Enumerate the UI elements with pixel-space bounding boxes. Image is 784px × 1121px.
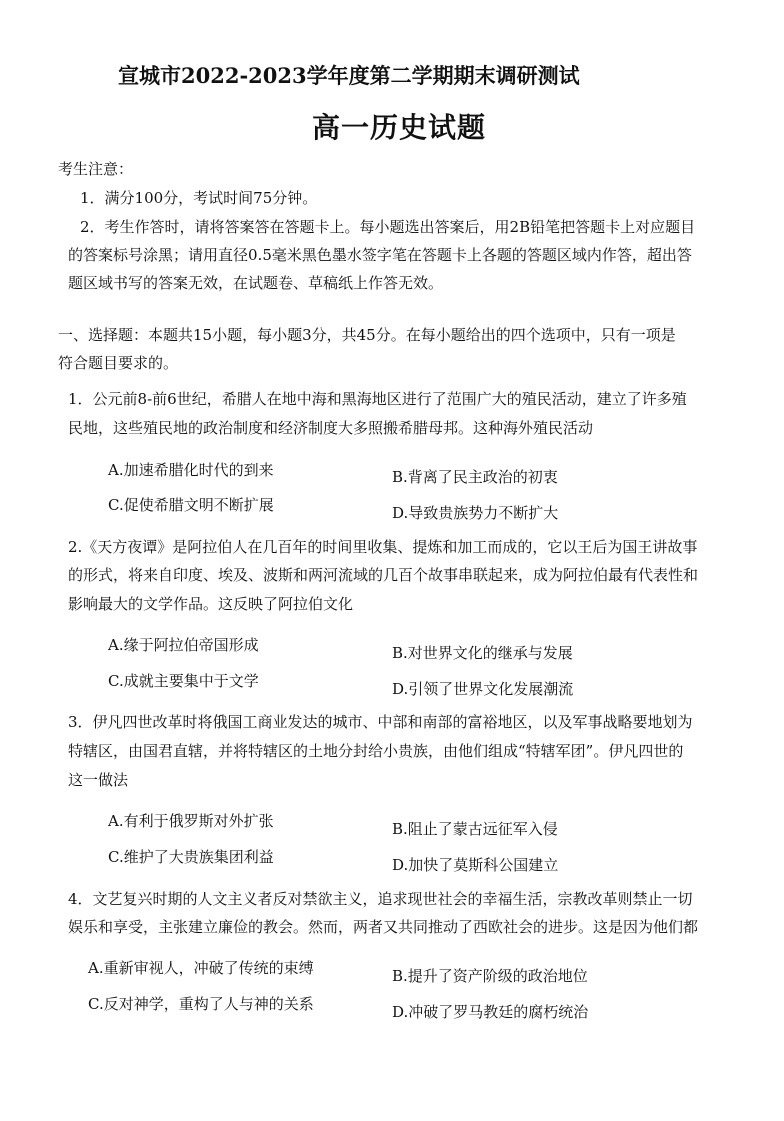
question-1-option-a[interactable]: A.加速希腊化时代的到来 bbox=[108, 461, 274, 479]
question-2-option-d[interactable]: D.引领了世界文化发展潮流 bbox=[392, 680, 574, 698]
notice-item-2-line-2: 的答案标号涂黑；请用直径0.5毫米黑色墨水签字笔在答题卡上各题的答题区域内作答，超出答 bbox=[68, 246, 692, 264]
question-4-line-2: 娱乐和享受，主张建立廉俭的教会。然而，两者又共同推动了西欧社会的进步。这是因为他们都 bbox=[68, 918, 699, 936]
exam-title: 宣城市2022-2023学年度第二学期期末调研测试 bbox=[118, 63, 580, 88]
section-instructions-line-1: 一、选择题：本题共15小题，每小题3分，共45分。在每小题给出的四个选项中，只有一项是 bbox=[58, 326, 676, 344]
section-instructions-line-2: 符合题目要求的。 bbox=[58, 354, 179, 372]
question-2-line-3: 影响最大的文学作品。这反映了阿拉伯文化 bbox=[68, 595, 354, 613]
question-4-option-d[interactable]: D.冲破了罗马教廷的腐朽统治 bbox=[392, 1003, 589, 1021]
notice-item-2-line-1: 2．考生作答时，请将答案答在答题卡上。每小题选出答案后，用2B铅笔把答题卡上对应题目 bbox=[80, 218, 696, 236]
question-4-option-c[interactable]: C.反对神学，重构了人与神的关系 bbox=[88, 995, 314, 1013]
question-1-option-b[interactable]: B.背离了民主政治的初衷 bbox=[392, 468, 558, 486]
question-4-option-b[interactable]: B.提升了资产阶级的政治地位 bbox=[392, 967, 588, 985]
question-3-option-c[interactable]: C.维护了大贵族集团利益 bbox=[108, 848, 274, 866]
question-2-option-a[interactable]: A.缘于阿拉伯帝国形成 bbox=[108, 636, 259, 654]
question-1-option-c[interactable]: C.促使希腊文明不断扩展 bbox=[108, 496, 274, 514]
question-1-option-d[interactable]: D.导致贵族势力不断扩大 bbox=[392, 504, 559, 522]
question-3-option-d[interactable]: D.加快了莫斯科公国建立 bbox=[392, 856, 559, 874]
question-1-line-1: 1．公元前8-前6世纪，希腊人在地中海和黑海地区进行了范围广大的殖民活动，建立了许多殖 bbox=[68, 390, 687, 408]
notice-item-1: 1．满分100分，考试时间75分钟。 bbox=[80, 189, 318, 207]
question-3-option-b[interactable]: B.阻止了蒙古远征军入侵 bbox=[392, 820, 558, 838]
question-3-option-a[interactable]: A.有利于俄罗斯对外扩张 bbox=[108, 812, 274, 830]
question-1-line-2: 民地，这些殖民地的政治制度和经济制度大多照搬希腊母邦。这种海外殖民活动 bbox=[68, 419, 594, 437]
subject-title: 高一历史试题 bbox=[312, 111, 487, 144]
notice-item-2-line-3: 题区域书写的答案无效，在试题卷、草稿纸上作答无效。 bbox=[68, 274, 444, 292]
question-3-line-3: 这一做法 bbox=[68, 771, 129, 789]
question-4-option-a[interactable]: A.重新审视人，冲破了传统的束缚 bbox=[88, 959, 314, 977]
question-2-option-c[interactable]: C.成就主要集中于文学 bbox=[108, 672, 259, 690]
question-3-line-2: 特辖区，由国君直辖，并将特辖区的土地分封给小贵族，由他们组成“特辖军团”。伊凡四世的 bbox=[68, 742, 684, 760]
question-2-option-b[interactable]: B.对世界文化的继承与发展 bbox=[392, 644, 573, 662]
question-4-line-1: 4．文艺复兴时期的人文主义者反对禁欲主义，追求现世社会的幸福生活，宗教改革则禁止一切 bbox=[68, 890, 693, 908]
question-2-line-1: 2.《天方夜谭》是阿拉伯人在几百年的时间里收集、提炼和加工而成的，它以王后为国王讲故事 bbox=[68, 538, 698, 556]
question-3-line-1: 3．伊凡四世改革时将俄国工商业发达的城市、中部和南部的富裕地区，以及军事战略要地划为 bbox=[68, 713, 693, 731]
notice-heading: 考生注意： bbox=[58, 160, 134, 178]
question-2-line-2: 的形式，将来自印度、埃及、波斯和两河流域的几百个故事串联起来，成为阿拉伯最有代表性和 bbox=[68, 566, 699, 584]
